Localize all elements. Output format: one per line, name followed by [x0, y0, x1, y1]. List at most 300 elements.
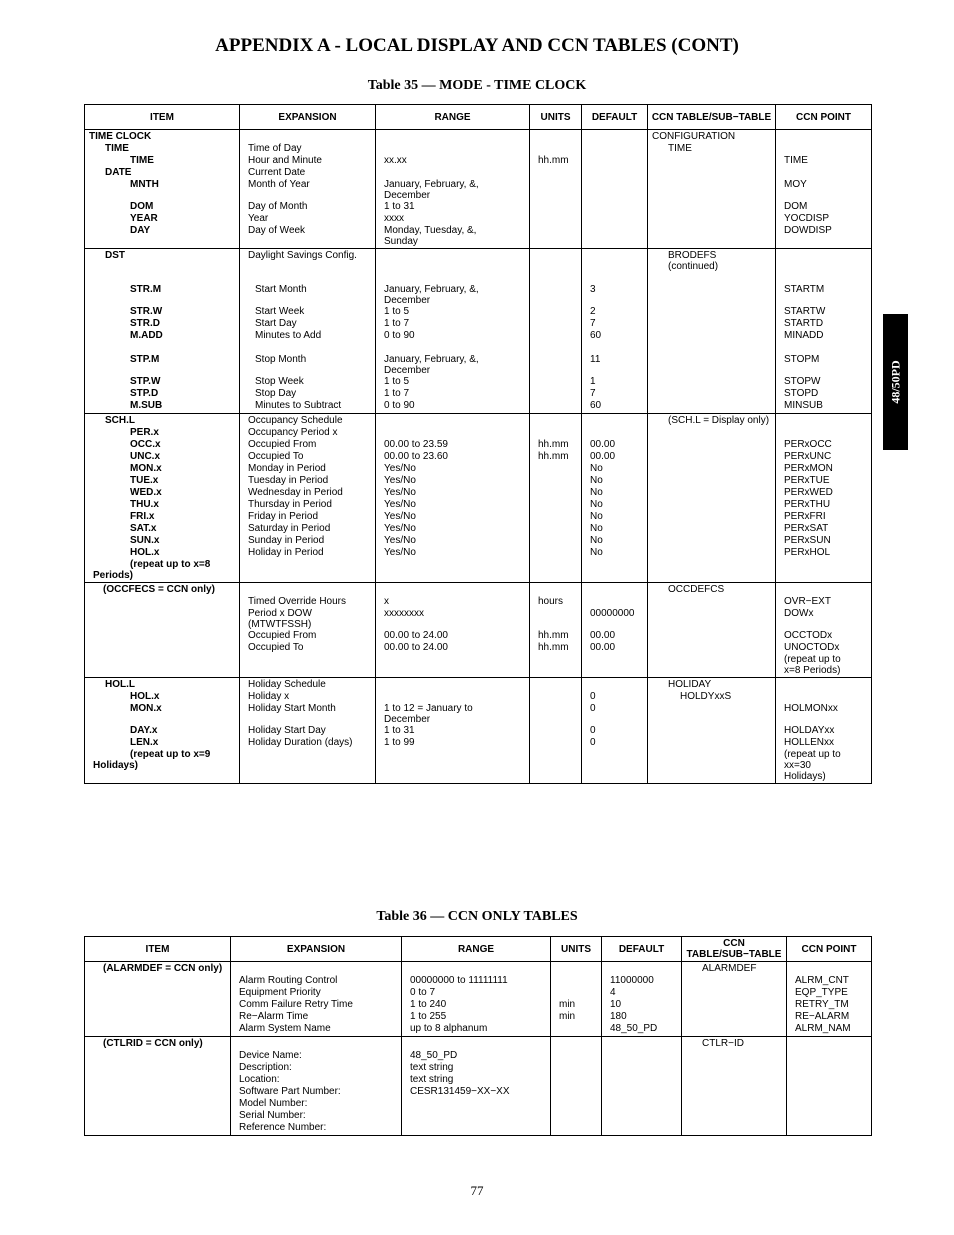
table36 [84, 936, 872, 1136]
range-cell: January, February, &, December [376, 354, 530, 376]
default-cell [582, 749, 648, 784]
ccn-table-cell: CONFIGURATION [648, 130, 776, 144]
ccn-table-cell [648, 608, 776, 630]
item-cell [85, 1050, 231, 1062]
ccn-point-cell [776, 678, 872, 692]
range-cell: Yes/No [376, 523, 530, 535]
units-cell: min [551, 999, 602, 1011]
ccn-point-cell: STARTM [776, 284, 872, 306]
ccn-point-cell: EQP_TYPE [787, 987, 872, 999]
range-cell: 48_50_PD [402, 1050, 551, 1062]
expansion-cell: Occupied To [240, 642, 376, 654]
item-cell [85, 1086, 231, 1098]
ccn-table-cell [682, 1110, 787, 1122]
default-cell: No [582, 463, 648, 475]
table-row [85, 1037, 872, 1051]
ccn-point-cell [776, 583, 872, 597]
item-cell [85, 1110, 231, 1122]
default-cell [582, 596, 648, 608]
ccn-point-cell [787, 962, 872, 976]
expansion-cell: Description: [231, 1062, 402, 1074]
ccn-point-cell: STARTW [776, 306, 872, 318]
units-cell [530, 354, 582, 376]
item-cell [85, 1011, 231, 1023]
ccn-point-cell: DOWDISP [776, 225, 872, 249]
units-cell [551, 1062, 602, 1074]
item-cell [85, 342, 240, 354]
range-cell: Yes/No [376, 535, 530, 547]
default-cell [582, 213, 648, 225]
units-cell: min [551, 1011, 602, 1023]
expansion-cell: Current Date [240, 167, 376, 179]
table-row [85, 130, 872, 144]
units-cell [530, 167, 582, 179]
default-cell: No [582, 535, 648, 547]
units-cell [551, 987, 602, 999]
item-cell: HOL.x [85, 691, 240, 703]
item-cell: DOM [85, 201, 240, 213]
default-cell: 0 [582, 725, 648, 737]
units-cell [530, 400, 582, 414]
units-cell: hh.mm [530, 155, 582, 167]
ccn-table-cell [648, 388, 776, 400]
ccn-point-cell [776, 130, 872, 144]
table-row [85, 342, 872, 354]
default-cell: 0 [582, 691, 648, 703]
units-cell [530, 249, 582, 273]
range-cell: 00000000 to 11111111 [402, 975, 551, 987]
ccn-point-cell [787, 1062, 872, 1074]
units-cell [530, 213, 582, 225]
item-cell: TUE.x [85, 475, 240, 487]
item-cell [85, 1122, 231, 1136]
expansion-cell: Holiday Start Month [240, 703, 376, 725]
range-cell [376, 691, 530, 703]
table-row [85, 439, 872, 451]
range-cell: Yes/No [376, 511, 530, 523]
units-cell [530, 725, 582, 737]
item-cell: M.ADD [85, 330, 240, 342]
ccn-point-cell: (repeat up to xx=30 Holidays) [776, 749, 872, 784]
table-row [85, 583, 872, 597]
ccn-point-cell: STARTD [776, 318, 872, 330]
ccn-point-cell: PERxWED [776, 487, 872, 499]
table-row [85, 388, 872, 400]
ccn-table-cell: TIME [648, 143, 776, 155]
column-header: CCN TABLE/SUB−TABLE [682, 937, 787, 962]
ccn-table-cell [648, 179, 776, 201]
item-cell: TIME [85, 155, 240, 167]
table35-caption: Table 35 — MODE - TIME CLOCK [367, 78, 587, 93]
ccn-point-cell [776, 414, 872, 428]
ccn-point-cell: OCCTODx [776, 630, 872, 642]
default-cell [582, 225, 648, 249]
expansion-cell: Stop Month [240, 354, 376, 376]
range-cell: 1 to 31 [376, 725, 530, 737]
ccn-point-cell [787, 1110, 872, 1122]
ccn-table-cell [648, 167, 776, 179]
item-cell [85, 987, 231, 999]
range-cell: 1 to 99 [376, 737, 530, 749]
item-cell: TIME CLOCK [85, 130, 240, 144]
ccn-table-cell [648, 354, 776, 376]
ccn-table-cell [648, 463, 776, 475]
table-row [85, 306, 872, 318]
item-cell: SUN.x [85, 535, 240, 547]
ccn-table-cell [648, 596, 776, 608]
table-row [85, 642, 872, 654]
ccn-point-cell: OVR−EXT [776, 596, 872, 608]
item-cell [85, 630, 240, 642]
ccn-point-cell: TIME [776, 155, 872, 167]
expansion-cell: Minutes to Add [240, 330, 376, 342]
units-cell [551, 1098, 602, 1110]
table35-body [85, 130, 872, 784]
column-header: ITEM [85, 105, 240, 130]
units-cell [530, 487, 582, 499]
ccn-table-cell [648, 213, 776, 225]
default-cell [602, 1122, 682, 1136]
item-cell [85, 608, 240, 630]
default-cell [582, 201, 648, 213]
default-cell [582, 654, 648, 678]
ccn-table-cell [682, 1086, 787, 1098]
ccn-point-cell [787, 1122, 872, 1136]
expansion-cell [240, 654, 376, 678]
default-cell [582, 427, 648, 439]
column-header: CCN POINT [776, 105, 872, 130]
item-cell: (CTLRID = CCN only) [85, 1037, 231, 1051]
units-cell [530, 749, 582, 784]
ccn-table-cell: CTLR−ID [682, 1037, 787, 1051]
default-cell: No [582, 523, 648, 535]
default-cell: 00.00 [582, 630, 648, 642]
column-header: EXPANSION [231, 937, 402, 962]
ccn-point-cell [776, 559, 872, 583]
units-cell [530, 272, 582, 284]
range-cell: up to 8 alphanum [402, 1023, 551, 1037]
item-cell: MON.x [85, 703, 240, 725]
column-header: UNITS [530, 105, 582, 130]
ccn-table-cell: HOLIDAY [648, 678, 776, 692]
default-cell [582, 130, 648, 144]
table-row [85, 400, 872, 414]
item-cell: M.SUB [85, 400, 240, 414]
ccn-point-cell: RE−ALARM [787, 1011, 872, 1023]
ccn-table-cell [648, 511, 776, 523]
units-cell [530, 318, 582, 330]
default-cell [582, 143, 648, 155]
default-cell [602, 1098, 682, 1110]
item-cell [85, 1062, 231, 1074]
default-cell: 10 [602, 999, 682, 1011]
column-header: UNITS [551, 937, 602, 962]
expansion-cell [240, 272, 376, 284]
expansion-cell: Holiday Duration (days) [240, 737, 376, 749]
expansion-cell: Holiday in Period [240, 547, 376, 559]
table-row [85, 523, 872, 535]
table-row [85, 1086, 872, 1098]
expansion-cell: Holiday Schedule [240, 678, 376, 692]
table36-caption: Table 36 — CCN ONLY TABLES [376, 909, 578, 924]
default-cell [582, 559, 648, 583]
item-cell: (OCCFECS = CCN only) [85, 583, 240, 597]
units-cell [530, 703, 582, 725]
table-row [85, 1074, 872, 1086]
expansion-cell [240, 130, 376, 144]
units-cell [530, 535, 582, 547]
default-cell: 60 [582, 330, 648, 342]
ccn-point-cell: PERxMON [776, 463, 872, 475]
ccn-point-cell: HOLLENxx [776, 737, 872, 749]
range-cell: 1 to 5 [376, 376, 530, 388]
ccn-point-cell: STOPW [776, 376, 872, 388]
ccn-point-cell [776, 342, 872, 354]
units-cell [530, 201, 582, 213]
ccn-table-cell [682, 1122, 787, 1136]
table-row [85, 475, 872, 487]
expansion-cell [231, 1037, 402, 1051]
ccn-table-cell [648, 499, 776, 511]
item-cell [85, 1098, 231, 1110]
ccn-table-cell [648, 725, 776, 737]
ccn-table-cell: ALARMDEF [682, 962, 787, 976]
range-cell [376, 272, 530, 284]
table-row [85, 499, 872, 511]
ccn-point-cell: RETRY_TM [787, 999, 872, 1011]
item-cell [85, 975, 231, 987]
units-cell [530, 284, 582, 306]
range-cell: Yes/No [376, 475, 530, 487]
range-cell: x [376, 596, 530, 608]
default-cell: 00000000 [582, 608, 648, 630]
units-cell [530, 691, 582, 703]
ccn-table-cell [648, 547, 776, 559]
expansion-cell: Year [240, 213, 376, 225]
range-cell [376, 342, 530, 354]
table-row [85, 167, 872, 179]
units-cell [530, 678, 582, 692]
expansion-cell: Hour and Minute [240, 155, 376, 167]
item-cell [85, 596, 240, 608]
units-cell [551, 1122, 602, 1136]
expansion-cell: Location: [231, 1074, 402, 1086]
ccn-point-cell [776, 272, 872, 284]
ccn-table-cell [682, 999, 787, 1011]
units-cell [551, 962, 602, 976]
ccn-table-cell [648, 630, 776, 642]
ccn-table-cell [648, 475, 776, 487]
range-cell: xx.xx [376, 155, 530, 167]
range-cell: January, February, &, December [376, 284, 530, 306]
item-cell: STP.D [85, 388, 240, 400]
ccn-table-cell [682, 1074, 787, 1086]
ccn-table-cell [648, 342, 776, 354]
ccn-point-cell: PERxSAT [776, 523, 872, 535]
table-row [85, 1098, 872, 1110]
expansion-cell: Timed Override Hours [240, 596, 376, 608]
expansion-cell: Wednesday in Period [240, 487, 376, 499]
default-cell [602, 1062, 682, 1074]
table-row [85, 225, 872, 249]
range-cell: 1 to 5 [376, 306, 530, 318]
table-row [85, 213, 872, 225]
table-row [85, 155, 872, 167]
item-cell: STP.M [85, 354, 240, 376]
ccn-point-cell: PERxTUE [776, 475, 872, 487]
range-cell [402, 1122, 551, 1136]
item-cell: DST [85, 249, 240, 273]
column-header: DEFAULT [602, 937, 682, 962]
range-cell [376, 559, 530, 583]
expansion-cell: Serial Number: [231, 1110, 402, 1122]
table-row [85, 249, 872, 273]
ccn-point-cell: PERxFRI [776, 511, 872, 523]
units-cell [530, 583, 582, 597]
table35-header-row [85, 105, 872, 130]
expansion-cell: Day of Week [240, 225, 376, 249]
units-cell: hh.mm [530, 439, 582, 451]
units-cell [530, 475, 582, 487]
table-row [85, 691, 872, 703]
range-cell: text string [402, 1062, 551, 1074]
range-cell: text string [402, 1074, 551, 1086]
ccn-table-cell: (SCH.L = Display only) [648, 414, 776, 428]
units-cell [551, 975, 602, 987]
range-cell: Yes/No [376, 499, 530, 511]
ccn-point-cell [776, 691, 872, 703]
table-row [85, 1011, 872, 1023]
units-cell [530, 654, 582, 678]
table-row [85, 1050, 872, 1062]
ccn-point-cell: HOLDAYxx [776, 725, 872, 737]
default-cell: 7 [582, 388, 648, 400]
default-cell: No [582, 511, 648, 523]
range-cell: Yes/No [376, 487, 530, 499]
units-cell [530, 225, 582, 249]
expansion-cell: Friday in Period [240, 511, 376, 523]
units-cell [530, 511, 582, 523]
default-cell [582, 167, 648, 179]
default-cell [582, 179, 648, 201]
default-cell [602, 1110, 682, 1122]
ccn-table-cell [648, 318, 776, 330]
default-cell [602, 1086, 682, 1098]
units-cell [530, 608, 582, 630]
table-row [85, 1062, 872, 1074]
default-cell: 180 [602, 1011, 682, 1023]
default-cell [582, 342, 648, 354]
range-cell [376, 749, 530, 784]
default-cell: 60 [582, 400, 648, 414]
default-cell: No [582, 475, 648, 487]
range-cell [376, 427, 530, 439]
expansion-cell [240, 749, 376, 784]
default-cell [602, 1037, 682, 1051]
default-cell [602, 1074, 682, 1086]
ccn-point-cell [776, 167, 872, 179]
item-cell [85, 1074, 231, 1086]
range-cell: 0 to 7 [402, 987, 551, 999]
ccn-table-cell [648, 654, 776, 678]
table-row [85, 143, 872, 155]
units-cell [530, 342, 582, 354]
default-cell: 00.00 [582, 439, 648, 451]
units-cell [551, 1037, 602, 1051]
table-row [85, 630, 872, 642]
expansion-cell: Occupied From [240, 439, 376, 451]
item-cell: STR.M [85, 284, 240, 306]
column-header: EXPANSION [240, 105, 376, 130]
default-cell: 4 [602, 987, 682, 999]
table-row [85, 535, 872, 547]
default-cell [582, 155, 648, 167]
item-cell: (repeat up to x=9 Holidays) [85, 749, 240, 784]
table-row [85, 703, 872, 725]
ccn-point-cell [787, 1098, 872, 1110]
table-row [85, 272, 872, 284]
units-cell: hh.mm [530, 630, 582, 642]
ccn-point-cell: ALRM_CNT [787, 975, 872, 987]
table-row [85, 678, 872, 692]
item-cell: YEAR [85, 213, 240, 225]
default-cell [582, 272, 648, 284]
units-cell [530, 737, 582, 749]
default-cell: 0 [582, 703, 648, 725]
table-row [85, 330, 872, 342]
expansion-cell: Day of Month [240, 201, 376, 213]
ccn-point-cell: MOY [776, 179, 872, 201]
item-cell: DAY.x [85, 725, 240, 737]
table-row [85, 987, 872, 999]
ccn-table-cell [682, 1098, 787, 1110]
expansion-cell: Occupied From [240, 630, 376, 642]
range-cell [376, 249, 530, 273]
default-cell: 48_50_PD [602, 1023, 682, 1037]
expansion-cell: Holiday x [240, 691, 376, 703]
section-side-tab [883, 314, 908, 450]
ccn-point-cell: PERxOCC [776, 439, 872, 451]
range-cell: 00.00 to 23.59 [376, 439, 530, 451]
ccn-table-cell [648, 427, 776, 439]
table-row [85, 354, 872, 376]
default-cell [582, 414, 648, 428]
range-cell: 00.00 to 23.60 [376, 451, 530, 463]
table-row [85, 1122, 872, 1136]
expansion-cell: Alarm Routing Control [231, 975, 402, 987]
ccn-table-cell [648, 559, 776, 583]
units-cell: hh.mm [530, 642, 582, 654]
expansion-cell: Re−Alarm Time [231, 1011, 402, 1023]
item-cell: PER.x [85, 427, 240, 439]
expansion-cell: Reference Number: [231, 1122, 402, 1136]
ccn-table-cell [648, 703, 776, 725]
units-cell: hours [530, 596, 582, 608]
units-cell [530, 414, 582, 428]
default-cell: 11000000 [602, 975, 682, 987]
ccn-point-cell: PERxHOL [776, 547, 872, 559]
range-cell [402, 1037, 551, 1051]
item-cell: UNC.x [85, 451, 240, 463]
table36-body [85, 962, 872, 1136]
range-cell: 0 to 90 [376, 400, 530, 414]
item-cell [85, 1023, 231, 1037]
default-cell: 00.00 [582, 451, 648, 463]
item-cell [85, 999, 231, 1011]
column-header: RANGE [402, 937, 551, 962]
item-cell: TIME [85, 143, 240, 155]
ccn-point-cell: STOPD [776, 388, 872, 400]
